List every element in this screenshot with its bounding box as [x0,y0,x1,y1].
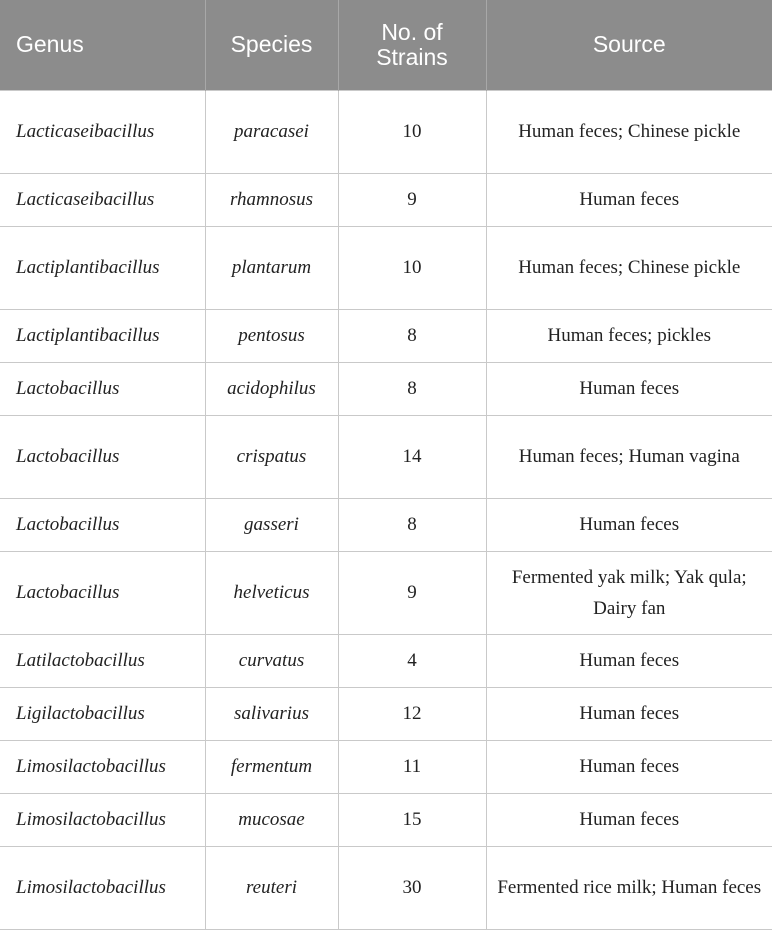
header-strains: No. of Strains [338,0,486,90]
source-cell: Human feces; Chinese pickle [486,226,772,309]
source-cell: Human feces; Human vagina [486,415,772,498]
strains-cell: 8 [338,498,486,551]
source-cell: Fermented rice milk; Human feces [486,846,772,929]
table-row [0,846,772,929]
strains-cell: 12 [338,687,486,740]
species-cell: mucosae [205,793,338,846]
source-cell: Human feces [486,687,772,740]
strains-cell: 8 [338,362,486,415]
strains-cell: 8 [338,309,486,362]
species-cell: paracasei [205,90,338,173]
genus-cell: Lacticaseibacillus [0,173,205,226]
species-cell: fermentum [205,740,338,793]
strains-cell: 11 [338,740,486,793]
table-row [0,740,772,793]
genus-cell: Limosilactobacillus [0,793,205,846]
species-cell: salivarius [205,687,338,740]
table-row [0,362,772,415]
species-cell: helveticus [205,551,338,634]
table-row [0,173,772,226]
table-row [0,793,772,846]
genus-cell: Lacticaseibacillus [0,90,205,173]
table-row [0,498,772,551]
table-body [0,90,772,929]
source-cell: Human feces; Chinese pickle [486,90,772,173]
strains-cell: 14 [338,415,486,498]
table-header [0,0,772,90]
source-cell: Human feces; pickles [486,309,772,362]
source-cell: Human feces [486,634,772,687]
strains-cell: 10 [338,90,486,173]
source-cell: Human feces [486,173,772,226]
species-cell: reuteri [205,846,338,929]
genus-cell: Lactiplantibacillus [0,226,205,309]
table-row [0,90,772,173]
source-cell: Human feces [486,498,772,551]
species-cell: crispatus [205,415,338,498]
genus-cell: Limosilactobacillus [0,740,205,793]
genus-cell: Lactobacillus [0,551,205,634]
table-row [0,415,772,498]
strains-cell: 10 [338,226,486,309]
genus-cell: Limosilactobacillus [0,846,205,929]
header-row [0,0,772,90]
species-cell: pentosus [205,309,338,362]
source-cell: Fermented yak milk; Yak qula; Dairy fan [486,551,772,634]
genus-cell: Lactobacillus [0,415,205,498]
table-row [0,634,772,687]
header-source: Source [592,31,666,58]
genus-cell: Lactobacillus [0,362,205,415]
strains-cell: 4 [338,634,486,687]
source-cell: Human feces [486,740,772,793]
table-row [0,309,772,362]
species-cell: curvatus [205,634,338,687]
genus-cell: Lactiplantibacillus [0,309,205,362]
strains-cell: 30 [338,846,486,929]
strains-cell: 9 [338,551,486,634]
genus-cell: Latilactobacillus [0,634,205,687]
genus-cell: Lactobacillus [0,498,205,551]
source-cell: Human feces [486,793,772,846]
genus-cell: Ligilactobacillus [0,687,205,740]
species-cell: plantarum [205,226,338,309]
source-cell: Human feces [486,362,772,415]
species-cell: acidophilus [205,362,338,415]
header-genus: Genus [0,0,205,90]
table-row [0,687,772,740]
table-row [0,551,772,634]
species-cell: gasseri [205,498,338,551]
strains-cell: 9 [338,173,486,226]
species-cell: rhamnosus [205,173,338,226]
table-row [0,226,772,309]
header-species: Species [205,0,338,90]
strains-cell: 15 [338,793,486,846]
